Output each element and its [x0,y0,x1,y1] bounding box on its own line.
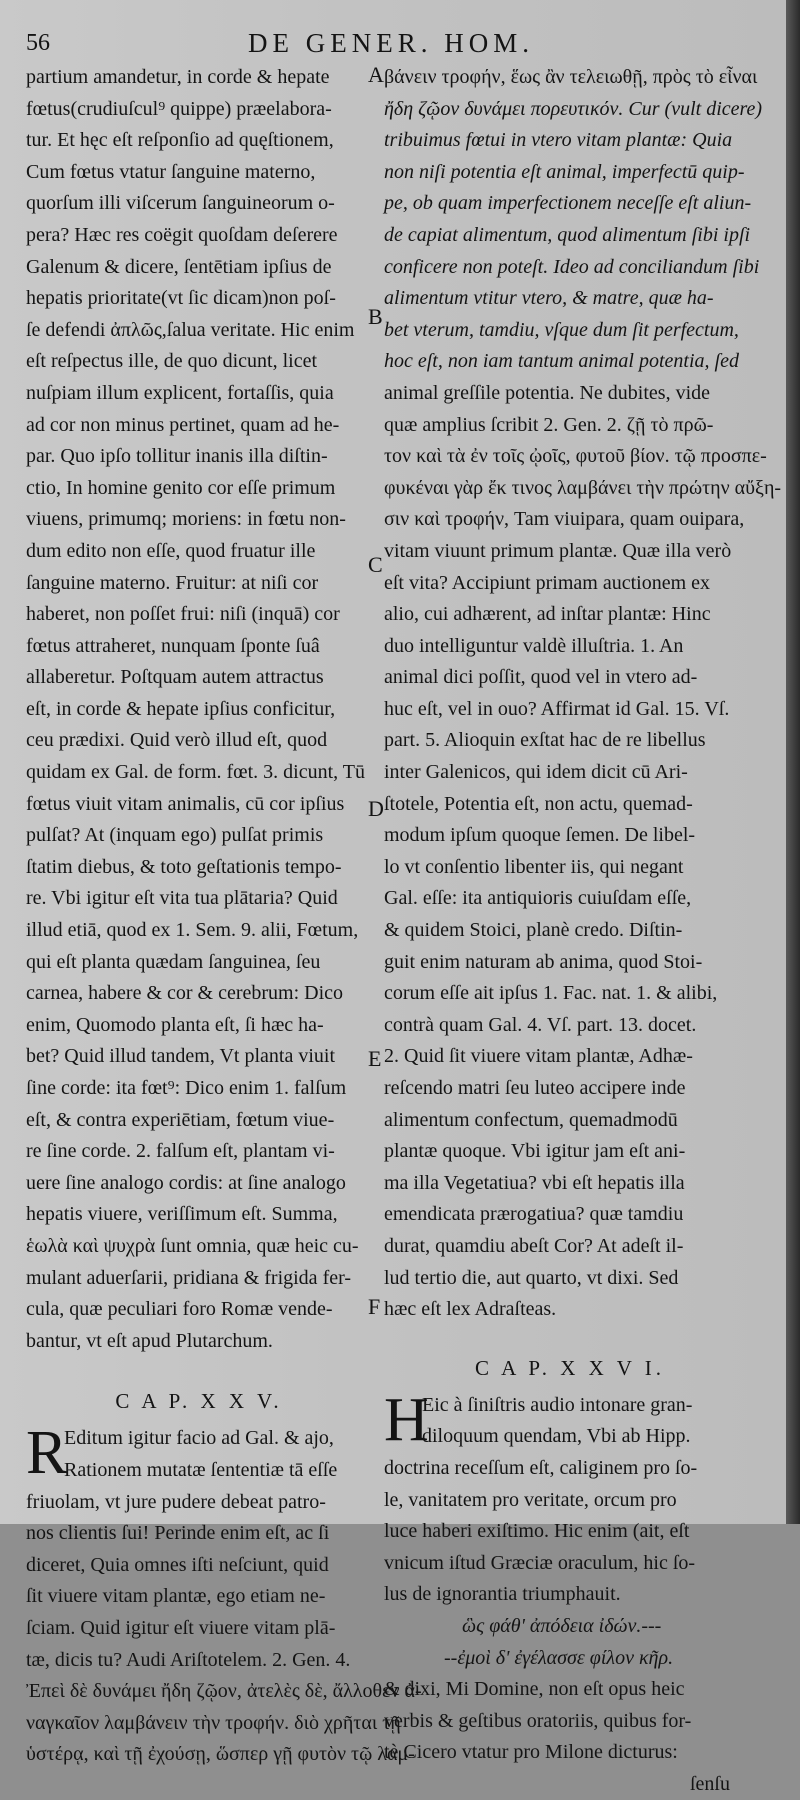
text-line: re ſine corde. 2. falſum eſt, plantam vi- [26,1140,335,1163]
margin-letter-f: F [368,1294,381,1319]
text-line: animal dici poſſit, quod vel in vtero ad- [384,666,698,689]
text-line: ἑωλὰ καὶ ψυχρὰ ſunt omnia, quæ heic cu- [26,1234,359,1257]
text-line: durat, quamdiu abeſt Cor? At adeſt il- [384,1234,684,1257]
text-line: ſtatim diebus, & toto geſtationis tempo- [26,855,342,878]
text-line: Galenum & dicere, ſentētiam ipſius de [26,255,332,278]
text-line: re. Vbi igitur eſt vita tua plātaria? Quid [26,887,338,910]
text-line: animal greſſile potentia. Ne dubites, vide [384,381,711,404]
text-line: inter Galenicos, qui idem dicit cū Ari- [384,761,688,784]
text-line: τον καὶ τὰ ἐν τοῖς ᾠοῖς, φυτοῦ βίον. τῷ προσπε- [384,445,767,468]
text-line: bet? Quid illud tandem, Vt planta viuit [26,1045,336,1068]
text-line: cula, quæ peculiari foro Romæ vende- [26,1298,333,1321]
text-line: pera? Hæc res coëgit quoſdam deſerere [26,223,338,246]
text-line: hepatis viuere, veriſſimum eſt. Summa, [26,1203,338,1226]
text-line: & quidem Stoici, planè credo. Diſtin- [384,919,683,942]
text-line: Eic à ſiniſtris audio intonare gran- [422,1393,693,1416]
text-line: enim, Quomodo planta eſt, ſi hæc ha- [26,1013,324,1036]
text-line: tæ, dicis tu? Audi Ariſtotelem. 2. Gen. 4. [26,1648,351,1671]
text-line: le, vanitatem pro veritate, orcum pro [384,1488,677,1511]
right-closing-text [384,1674,756,1769]
text-line: duo intelliguntur valdè illuſtria. 1. An [384,634,684,657]
text-line: verbis & geſtibus oratoriis, quibus for- [384,1709,692,1732]
text-line: ſtotele, Potentia eſt, non actu, quemad- [384,792,693,815]
text-line: fœtus(crudiuſcul⁹ quippe) præelabora- [26,97,332,120]
text-line: diceret, Quia omnes iſti neſciunt, quid [26,1553,329,1576]
text-line: ſit viuere vitam plantæ, ego etiam ne- [26,1585,326,1608]
drop-cap-r: R [26,1419,68,1488]
text-line: ſine corde: ita fœt⁹: Dico enim 1. falſum [26,1077,347,1099]
text-line: ναγκαῖον λαμβάνειν τὴν τροφήν. διὸ χρῆται τῇ [26,1711,401,1734]
text-line: pe, ob quam imperfectionem neceſſe eſt aliun- [384,192,752,215]
text-line: hæc eſt lex Adraſteas. [384,1298,557,1321]
text-line: doctrina receſſum eſt, caliginem pro ſo- [384,1456,698,1479]
text-line: eſt, & contra experiētiam, fœtum viue- [26,1108,335,1131]
chapter-heading-xxvi: C A P. X X V I. [475,1355,665,1380]
left-text-block [26,62,372,1357]
text-line: huc eſt, vel in ouo? Affirmat id Gal. 15. Vſ. [384,697,730,720]
text-line: lud tertio die, aut quarto, vt dixi. Sed [384,1266,679,1289]
text-line: corum eſſe ait ipſus 1. Fac. nat. 1. & alibi, [384,982,718,1005]
text-line: par. Quo ipſo tollitur inanis illa diſtin- [26,445,328,468]
text-line: βάνειν τροφήν, ἕως ἂν τελειωθῇ, πρὸς τὸ εἶναι [384,66,758,88]
text-line: eſt vita? Accipiunt primam auctionem ex [384,571,711,594]
spacer [384,1326,756,1346]
text-line: φυκέναι γὰρ ἔκ τινος λαμβάνει τὴν πρώτην αὔξη- [384,476,782,499]
text-line: plantæ quoque. Vbi igitur jam eſt ani- [384,1140,686,1163]
text-line: uere ſine analogo cordis: at ſine analogo [26,1171,346,1194]
text-line: hepatis prioritate(vt ſic dicam)non poſ- [26,287,336,310]
text-line: Gal. eſſe: ita antiquioris cuiuſdam eſſe, [384,887,692,910]
margin-letter-a: A [368,62,384,87]
text-line: modum ipſum quoque ſemen. De libel- [384,824,696,847]
text-line: ctio, In homine genito cor eſſe primum [26,476,336,499]
text-line: luce haberi exiſtimo. Hic enim (ait, eſt [384,1520,690,1543]
text-line: fœtus attraheret, nunquam ſponte ſuâ [26,634,320,657]
text-line: bantur, vt eſt apud Plutarchum. [26,1329,273,1352]
text-line: emendicata prærogatiua? quæ tamdiu [384,1203,684,1226]
text-line: ad cor non minus pertinet, quam ad he- [26,413,340,436]
text-line: vnicum iſtud Græciæ oraculum, hic ſo- [384,1551,696,1574]
text-line: nos clientis ſui! Perinde enim eſt, ac ſi [26,1522,330,1545]
catchword: ſenſu [690,1772,730,1795]
drop-cap-h: H [384,1385,429,1454]
text-line: guit enim naturam ab anima, quod Stoi- [384,950,703,973]
text-line: friuolam, vt jure pudere debeat patro- [26,1490,326,1513]
text-line: ceu prædixi. Quid verò illud eſt, quod [26,729,328,752]
text-line: haberet, non poſſet frui: niſi (inquā) cor [26,603,340,626]
text-line: 2. Quid ſit viuere vitam plantæ, Adhæ- [384,1045,693,1068]
running-head: DE GENER. HOM. [248,28,534,58]
text-line: ἤδη ζῷον δυνάμει πορευτικόν. Cur (vult dicere) [384,97,763,120]
text-line: lo vt conſentio libenter iis, qui negant [384,855,684,878]
text-line: illud etiā, quod ex 1. Sem. 9. alii, Fœtum, [26,919,359,942]
text-line: mulant aduerſarii, pridiana & frigida fer- [26,1266,352,1289]
text-line: alimentum vtitur vtero, & matre, quæ ha- [384,287,714,310]
margin-letter-e: E [368,1046,382,1071]
text-line: pulſat? At (inquam ego) pulſat primis [26,824,324,847]
right-chapter-text [384,1385,756,1611]
text-line: ſciam. Quid igitur eſt viuere vitam plā- [26,1616,336,1639]
text-line: allaberetur. Poſtquam autem attractus [26,666,324,689]
text-line: dum edito non eſſe, quod fruatur ille [26,539,316,562]
text-line: alio, cui adhærent, ad inſtar plantæ: Hinc [384,603,711,626]
text-line: & dixi, Mi Domine, non eſt opus heic [384,1678,685,1701]
text-line: ſe defendi ἀπλῶς,ſalua veritate. Hic enim [26,318,355,341]
text-line: quorſum illi viſcerum ſanguineorum o- [26,192,335,215]
text-line: non niſi potentia eſt animal, imperfectū quip- [384,160,745,183]
text-line: reſcendo matri ſeu luteo accipere inde [384,1077,686,1099]
text-line: tur. Et hęc eſt reſponſio ad quęſtionem, [26,129,334,152]
page-edge [786,0,800,1524]
text-line: vitam viuunt primum plantæ. Quæ illa verò [384,539,732,562]
text-line: σιν καὶ τροφήν, Tam viuipara, quam ouipara, [384,508,745,531]
text-line: lus de ignorantia triumphauit. [384,1583,621,1606]
text-line: Editum igitur facio ad Gal. & ajo, [64,1427,334,1450]
text-line: ὑστέρᾳ, καὶ τῇ ἐχούσῃ, ὥσπερ γῇ φυτὸν τῷ λαμ- [26,1743,415,1766]
text-line: alimentum confectum, quemadmodū [384,1108,678,1131]
text-line: quidam ex Gal. de form. fœt. 3. dicunt, Tū [26,761,366,784]
text-line: de capiat alimentum, quod alimentum ſibi ipſi [384,223,751,246]
right-column [384,62,782,1800]
text-line: Rationem mutatæ ſententiæ tā eſſe [64,1458,338,1481]
text-line: eſt, in corde & hepate ipſius conficitur, [26,697,336,720]
text-line: fœtus viuit vitam animalis, cū cor ipſius [26,792,345,815]
text-line: hoc eſt, non iam tantum animal potentia, ſed [384,350,739,373]
text-line: bet vterum, tamdiu, vſque dum ſit perfectum, [384,318,739,341]
spacer [26,1357,372,1379]
text-line: conficere non poteſt. Ideo ad conciliandum ſibi [384,255,760,278]
text-line: Cum fœtus vtatur ſanguine materno, [26,160,316,183]
text-line: partium amandetur, in corde & hepate [26,66,330,88]
text-line: diloquum quendam, Vbi ab Hipp. [422,1425,691,1448]
text-line: tribuimus fœtui in vtero vitam plantæ: Quia [384,129,733,152]
left-chapter-text [26,1419,422,1771]
text-line: ſanguine materno. Fruitur: at niſi cor [26,571,319,594]
left-column [26,62,422,1771]
text-line: contrà quam Gal. 4. Vſ. part. 13. docet. [384,1013,697,1036]
text-line: carnea, habere & cor & cerebrum: Dico [26,982,344,1005]
text-line: eſt reſpectus ille, de quo dicunt, licet [26,350,318,373]
text-line: tè Cicero vtatur pro Milone dicturus: [384,1741,678,1764]
margin-letter-d: D [368,796,384,821]
margin-letter-b: B [368,304,383,329]
chapter-heading-xxv: C A P. X X V. [115,1389,283,1414]
margin-letter-c: C [368,552,383,577]
text-line: ma illa Vegetatiua? vbi eſt hepatis illa [384,1171,685,1194]
text-line: quæ amplius ſcribit 2. Gen. 2. ζῇ τὸ πρῶ- [384,413,714,436]
text-line: nuſpiam illum explicent, fortaſſis, quia [26,381,334,404]
verse-line: --ἐμοὶ δ' ἐγέλασσε φίλον κῆρ. [444,1646,674,1669]
page-number: 56 [26,30,50,56]
verse-line: ὣς φάθ' ἀπόδεια ἰδών.--- [462,1614,662,1637]
text-line: part. 5. Alioquin exſtat hac de re libellus [384,729,706,752]
right-text-block [384,62,782,1326]
text-line: Ἐπεὶ δὲ δυνάμει ἤδη ζῷον, ἀτελὲς δὲ, ἄλλοθεν ἀ- [26,1680,422,1703]
text-line: viuens, primumq; moriens: in fœtu non- [26,508,346,531]
text-line: qui eſt planta quædam ſanguinea, ſeu [26,950,321,973]
